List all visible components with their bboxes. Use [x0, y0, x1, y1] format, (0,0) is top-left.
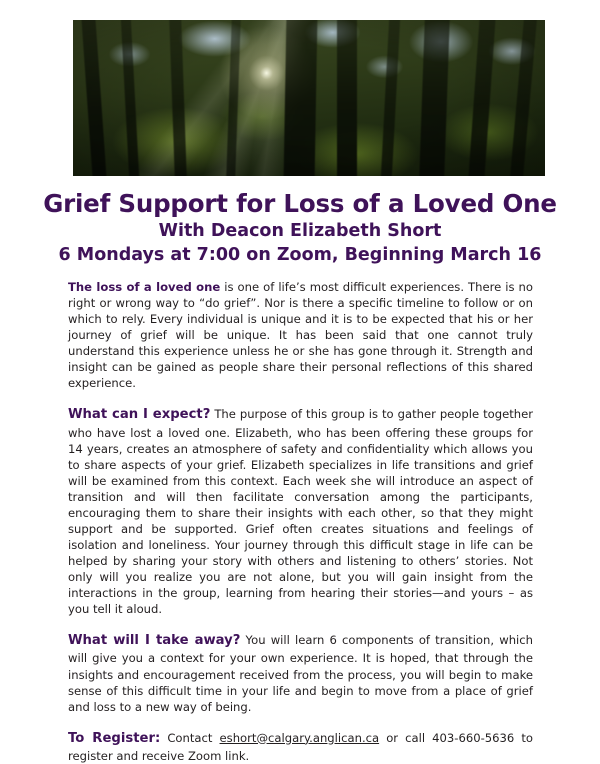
title-block	[40, 190, 560, 265]
page-title: Grief Support for Loss of a Loved One	[43, 189, 557, 218]
page-subtitle-schedule: 6 Mondays at 7:00 on Zoom, Beginning March 16	[58, 244, 542, 265]
page-subtitle-presenter: With Deacon Elizabeth Short	[158, 221, 442, 242]
registration-line	[68, 730, 533, 764]
register-text-after: or call 403-660-5636 to register and receive Zoom link.	[68, 730, 533, 763]
body-content	[68, 279, 533, 764]
paragraph-text-expect: The purpose of this group is to gather people together who have lost a loved one. Elizabeth, who has been offering these groups for 14 years, creates an atmosphere of safety and confidentiality which allows you to share aspects of your grief. Elizabeth specializes in life transitions and grief will be examined from this context. Each week she will introduce an aspect of transition and will then facilitate conversation among the participants, encouraging them to share their insights with each other, so that they might support and be supported. Grief often creates situations and feelings of isolation and loneliness. Your journey through this difficult stage in life can be helped by sharing your story with others and listening to others’ stories. Not only will you realize you are not alone, but you will gain insight from the interactions in the group, learning from hearing their stories—and yours – as you tell it aloud.	[68, 407, 533, 617]
photo-vignette	[73, 20, 545, 176]
paragraph-lead-takeaway: What will I take away?	[68, 633, 241, 649]
hero-forest-photo	[73, 20, 545, 176]
paragraph-what-can-i-expect	[68, 406, 533, 617]
paragraph-what-will-i-take-away	[68, 632, 533, 714]
register-label: To Register:	[68, 730, 161, 746]
paragraph-lead-intro: The loss of a loved one	[68, 280, 221, 294]
paragraph-lead-expect: What can I expect?	[68, 407, 211, 423]
paragraph-text-takeaway: You will learn 6 components of transition, which will give you a context for your own experience. It is hoped, that through the insights and encouragement received from the process, you will begin to make sense of this difficult time in your life and begin to move from a place of grief and loss to a new way of being.	[68, 633, 533, 714]
paragraph-text-intro: is one of life’s most difficult experiences. There is no right or wrong way to “do grief”. Nor is there a specific timeline to follow or on which to rely. Every individual is unique and it is to be expected that his or her journey of grief will be unique. It has been said that one cannot truly understand this experience unless he or she has gone through it. Strength and insight can be gained as people share their personal reflections of this shared experience.	[68, 280, 533, 391]
paragraph-intro	[68, 279, 533, 391]
register-email-link[interactable]: eshort@calgary.anglican.ca	[219, 730, 380, 745]
register-text-before: Contact	[160, 730, 220, 745]
